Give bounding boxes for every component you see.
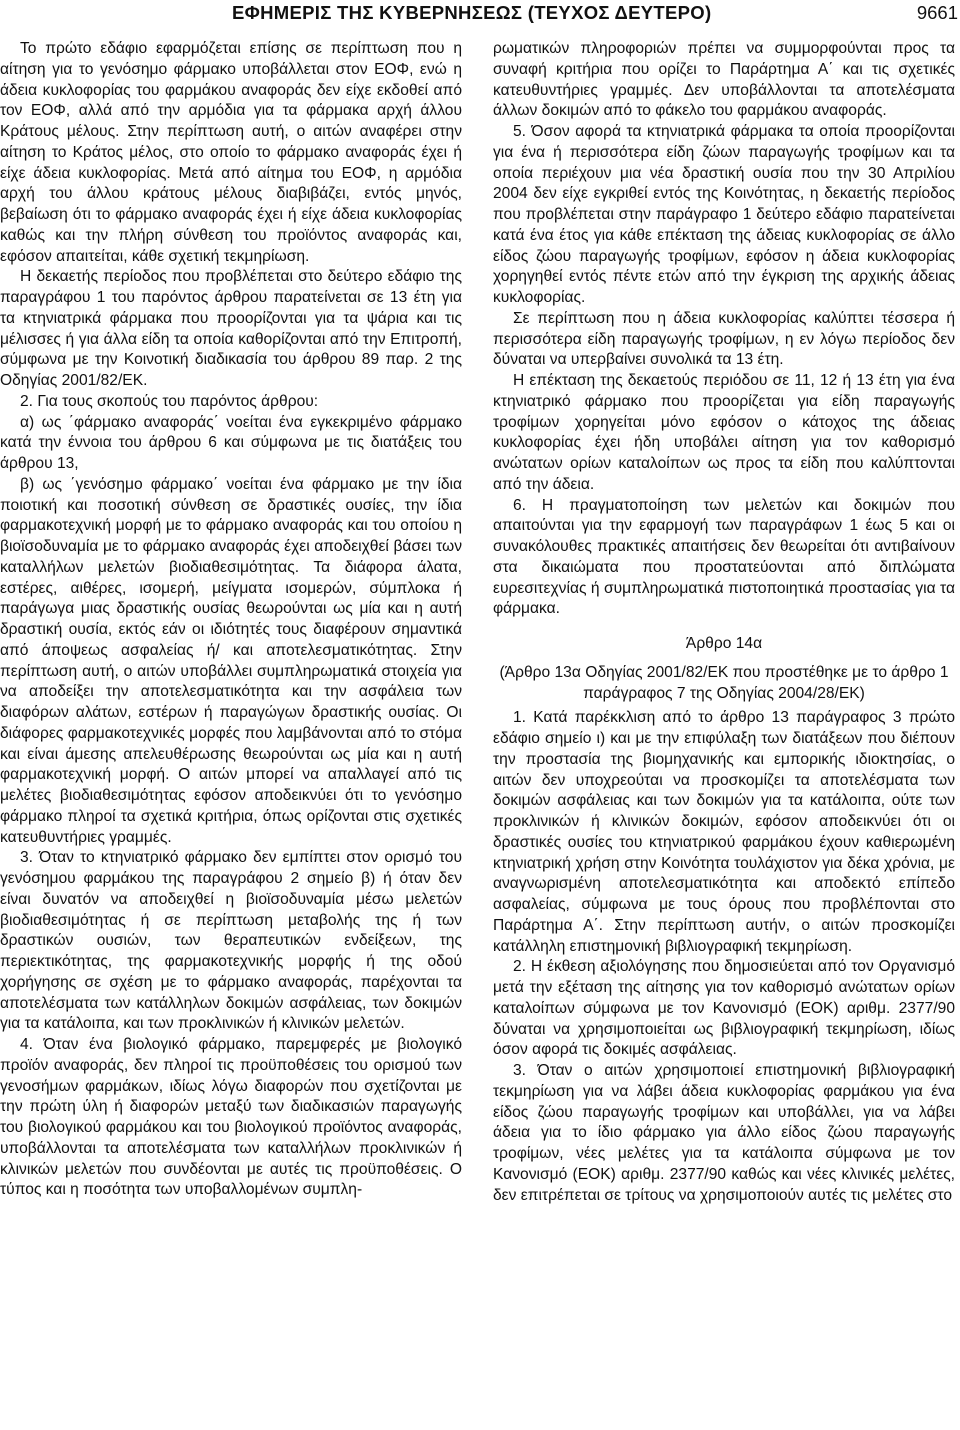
paragraph: α) ως ΄φάρμακο αναφοράς΄ νοείται ένα εγκεκριμένο φάρμακο κατά την έννοια του άρθρου 6 και σύμφωνα με τις διατάξεις του άρθρου 13,	[0, 413, 462, 472]
paragraph: Η δεκαετής περίοδος που προβλέπεται στο δεύτερο εδάφιο της παραγράφου 1 του παρόντος άρθρου παρατείνεται σε 13 έτη για τα κτηνιατρικά φάρμακα που προορίζονται για τα ψάρια και τις μέλισσες ή για άλλα είδη τα οποία καθορίζονται από την Επιτροπή, σύμφωνα με την Κοινοτική διαδικασία του άρθρου 89 παρ. 2 της Οδηγίας 2001/82/ΕΚ.	[0, 268, 462, 389]
paragraph: 4. Όταν ένα βιολογικό φάρμακο, παρεμφερές με βιολογικό προϊόν αναφοράς, δεν πληροί τις προϋποθέσεις του ορισμού των γενοσήμων φαρμάκων, ιδίως λόγω διαφορών που σχετίζονται με την πρώτη ύλη ή διαφορών μεταξύ των διαδικασιών παραγωγής του βιολογικού φαρμάκου και του βιολογικού προϊόντος αναφοράς, υποβάλλονται τα αποτελέσματα των καταλλήλων προκλινικών ή κλινικών μελετών που συνδέονται με αυτές τις προϋποθέσεις. Ο τύπος και η ποσότητα των υποβαλλομένων συμπλη-	[0, 1036, 462, 1199]
paragraph: Το πρώτο εδάφιο εφαρμόζεται επίσης σε περίπτωση που η αίτηση για το γενόσημο φάρμακο υποβάλλεται στον ΕΟΦ, ενώ η άδεια κυκλοφορίας του φαρμάκου αναφοράς δεν είχε εκδοθεί από τον ΕΟΦ, αλλά από την αρμόδια για τα φάρμακα αρχή άλλου Κράτους μέλους. Στην περίπτωση αυτή, ο αιτών αναφέρει στην αίτηση το Κράτος μέλος, στο οποίο το φάρμακο αναφοράς έχει ή είχε άδεια κυκλοφορίας. Μετά από αίτημα του ΕΟΦ, η αρμόδια αρχή του άλλου κράτους μέλους διαβιβάζει, εντός μηνός, βεβαίωση ότι το φάρμακο αναφοράς έχει ή είχε άδεια κυκλοφορίας καθώς και την πλήρη σύνθεση του προϊόντος αναφοράς και, εφόσον απαιτείται, κάθε σχετική τεκμηρίωση.	[0, 40, 462, 265]
paragraph-continuation: ρωματικών πληροφοριών πρέπει να συμμορφούνται προς τα συναφή κριτήρια που ορίζει το Παράρτημα Α΄ και τις σχετικές κατευθυντήριες γραμμές. Δεν υποβάλλονται τα αποτελέσματα άλλων δοκιμών από το φάκελο του φαρμάκου αναφοράς.	[493, 40, 955, 120]
page-header	[0, 0, 960, 30]
article-title: Άρθρο 14α	[685, 635, 763, 652]
gazette-title: ΕΦΗΜΕΡΙΣ ΤΗΣ ΚΥΒΕΡΝΗΣΕΩΣ (ΤΕΥΧΟΣ ΔΕΥΤΕΡΟ)	[232, 2, 712, 23]
paragraph: 2. Για τους σκοπούς του παρόντος άρθρου:	[20, 392, 319, 410]
paragraph: 3. Όταν το κτηνιατρικό φάρμακο δεν εμπίπτει στον ορισμό του γενόσημου φαρμάκου της παραγράφου 2 σημείο β) ή όταν δεν είναι δυνατόν να αποδειχθεί η βιοϊσοδυναμία μέσω μελετών βιοδιαθεσιμότητας ή σε περίπτωση μεταβολής της ή των δραστικών ουσιών, των θεραπευτικών ενδείξεων, της περιεκτικότητας, της φαρμακοτεχνικής μορφής ή της οδού χορήγησης σε σχέση με το φάρμακο αναφοράς, παρέχονται τα αποτελέσματα των κατάλληλων δοκιμών ασφάλειας, των δοκιμών για τα κατάλοιπα, και των προκλινικών ή κλινικών μελετών.	[0, 849, 462, 1033]
paragraph: Σε περίπτωση που η άδεια κυκλοφορίας καλύπτει τέσσερα ή περισσότερα είδη παραγωγής τροφίμων, η εν λόγω περίοδος δεν δύναται να υπερβαίνει συνολικά τα 13 έτη.	[493, 309, 955, 369]
paragraph: 1. Κατά παρέκκλιση από το άρθρο 13 παράγραφος 3 πρώτο εδάφιο σημείο ι) και με την επιφύλαξη των διατάξεων που διέπουν την προστασία της βιομηχανικής και εμπορικής ιδιοκτησίας, ο αιτών δεν υποχρεούται να προσκομίζει τα αποτελέσματα των δοκιμών ασφάλειας και των δοκιμών για τα κατάλοιπα, ούτε των προκλινικών ή κλινικών δοκιμών, εφόσον αποδεικνύει ότι οι δραστικές ουσίες του κτηνιατρικού φαρμάκου έχουν καθιερωμένη κτηνιατρική χρήση στην Κοινότητα τουλάχιστον για δέκα χρόνια, με αναγνωρισμένη αποτελεσματικότητα και αποδεκτό επίπεδο ασφαλείας, σύμφωνα με τους όρους που προβλέπονται στο Παράρτημα Α΄. Στην περίπτωση αυτήν, ο αιτών προσκομίζει κατάλληλη επιστημονική βιβλιογραφική τεκμηρίωση.	[493, 709, 955, 955]
paragraph: Η επέκταση της δεκαετούς περιόδου σε 11, 12 ή 13 έτη για ένα κτηνιατρικό φάρμακο που προορίζεται για είδη παραγωγής τροφίμων χορηγείται μόνο εφόσον ο κάτοχος της άδειας κυκλοφορίας έχει ήδη υποβάλει αίτηση για τον καθορισμό ανώτατων ορίων καταλοίπων ως προς τα είδη που καλύπτονται από την άδεια.	[493, 372, 955, 493]
right-column	[493, 39, 955, 1206]
paragraph: β) ως ΄γενόσημο φάρμακο΄ νοείται ένα φάρμακο με την ίδια ποιοτική και ποσοτική σύνθεση σε δραστικές ουσίες, την ίδια φαρμακοτεχνική μορφή με το φάρμακο αναφοράς και του οποίου η βιοϊσοδυναμία με το φάρμακο αναφοράς έχει αποδειχθεί βάσει των καταλλήλων μελετών βιοδιαθεσιμότητας. Τα διάφορα άλατα, εστέρες, αιθέρες, ισομερή, μείγματα ισομερών, σύμπλοκα ή παράγωγα μιας δραστικής ουσίας θεωρούνται ως μία και η αυτή δραστική ουσία, εκτός εάν οι ιδιότητές τους διαφέρουν σημαντικά από άποψεως ασφαλείας ή/ και αποτελεσματικότητας. Στην περίπτωση αυτή, ο αιτών υποβάλλει συμπληρωματικά στοιχεία για να αποδείξει την αποτελεσματικότητα και την ασφάλεια των διαφόρων αλάτων, εστέρων ή παραγώγων δραστικής ουσίας. Οι διάφορες φαρμακοτεχνικές μορφές που λαμβάνονται από το στόμα και είναι άμεσης απελευθέρωσης θεωρούνται ως μία και η αυτή φαρμακοτεχνική μορφή. Ο αιτών μπορεί να απαλλαγεί από τις μελέτες βιοδιαθεσιμότητας εφόσον αποδεικνύει ότι το γενόσημο φάρμακο πληροί τα σχετικά κριτήρια, όπως ορίζονται στις σχετικές κατευθυντήριες γραμμές.	[0, 475, 462, 846]
page-number: 9661	[916, 2, 958, 23]
paragraph: 6. Η πραγματοποίηση των μελετών και δοκιμών που απαιτούνται για την εφαρμογή των παραγράφων 1 έως 5 και οι συνακόλουθες πρακτικές απαιτήσεις δεν θεωρείται ότι αντιβαίνουν στα δικαιώματα που προστατεύονται από διπλώματα ευρεσιτεχνίας ή συμπληρωματικά πιστοποιητικά προστασίας για τα φάρμακα.	[493, 496, 955, 618]
paragraph: 5. Όσον αφορά τα κτηνιατρικά φάρμακα τα οποία προορίζονται για ένα ή περισσότερα είδη ζώων παραγωγής τροφίμων και τα οποία περιέχουν μια νέα δραστική ουσία που την 30 Απριλίου 2004 δεν είχε εγκριθεί εντός της Κοινότητας, η δεκαετής περίοδος που προβλέπεται στην παράγραφο 1 δεύτερο εδάφιο παρατείνεται κατά ένα έτος για κάθε επέκταση της άδειας κυκλοφορίας σε άλλο είδος ζώου παραγωγής τροφίμων, εφόσον η άδεια κυκλοφορίας χορηγηθεί εντός πέντε ετών από την έγκριση της αρχικής άδειας κυκλοφορίας.	[493, 123, 955, 306]
paragraph: 3. Όταν ο αιτών χρησιμοποιεί επιστημονική βιβλιογραφική τεκμηρίωση για να λάβει άδεια κυκλοφορίας φαρμάκου για ένα είδος ζώου παραγωγής τροφίμων και υποβάλλει, για να λάβει άδεια για το ίδιο φάρμακο για άλλο είδος ζώου παραγωγής τροφίμων, νέες μελέτες για τα κατάλοιπα σύμφωνα με τον Κανονισμό (ΕΟΚ) αριθμ. 2377/90 καθώς και νέες κλινικές μελέτες, δεν επιτρέπεται σε τρίτους να χρησιμοποιούν αυτές τις μελέτες στο	[493, 1062, 955, 1204]
article-subtitle: (Άρθρο 13α Οδηγίας 2001/82/ΕΚ που προστέθηκε με το άρθρο 1 παράγραφος 7 της Οδηγίας 2004/28/ΕΚ)	[499, 663, 949, 702]
paragraph: 2. Η έκθεση αξιολόγησης που δημοσιεύεται από τον Οργανισμό μετά την εξέταση της αίτησης για τον καθορισμό ανώτατων ορίων καταλοίπων σύμφωνα με τον Κανονισμό (ΕΟΚ) αριθμ. 2377/90 δύναται να χρησιμοποιείται ως βιβλιογραφική τεκμηρίωση, ιδίως όσον αφορά τις δοκιμές ασφάλειας.	[493, 958, 955, 1059]
left-column	[0, 39, 462, 1201]
